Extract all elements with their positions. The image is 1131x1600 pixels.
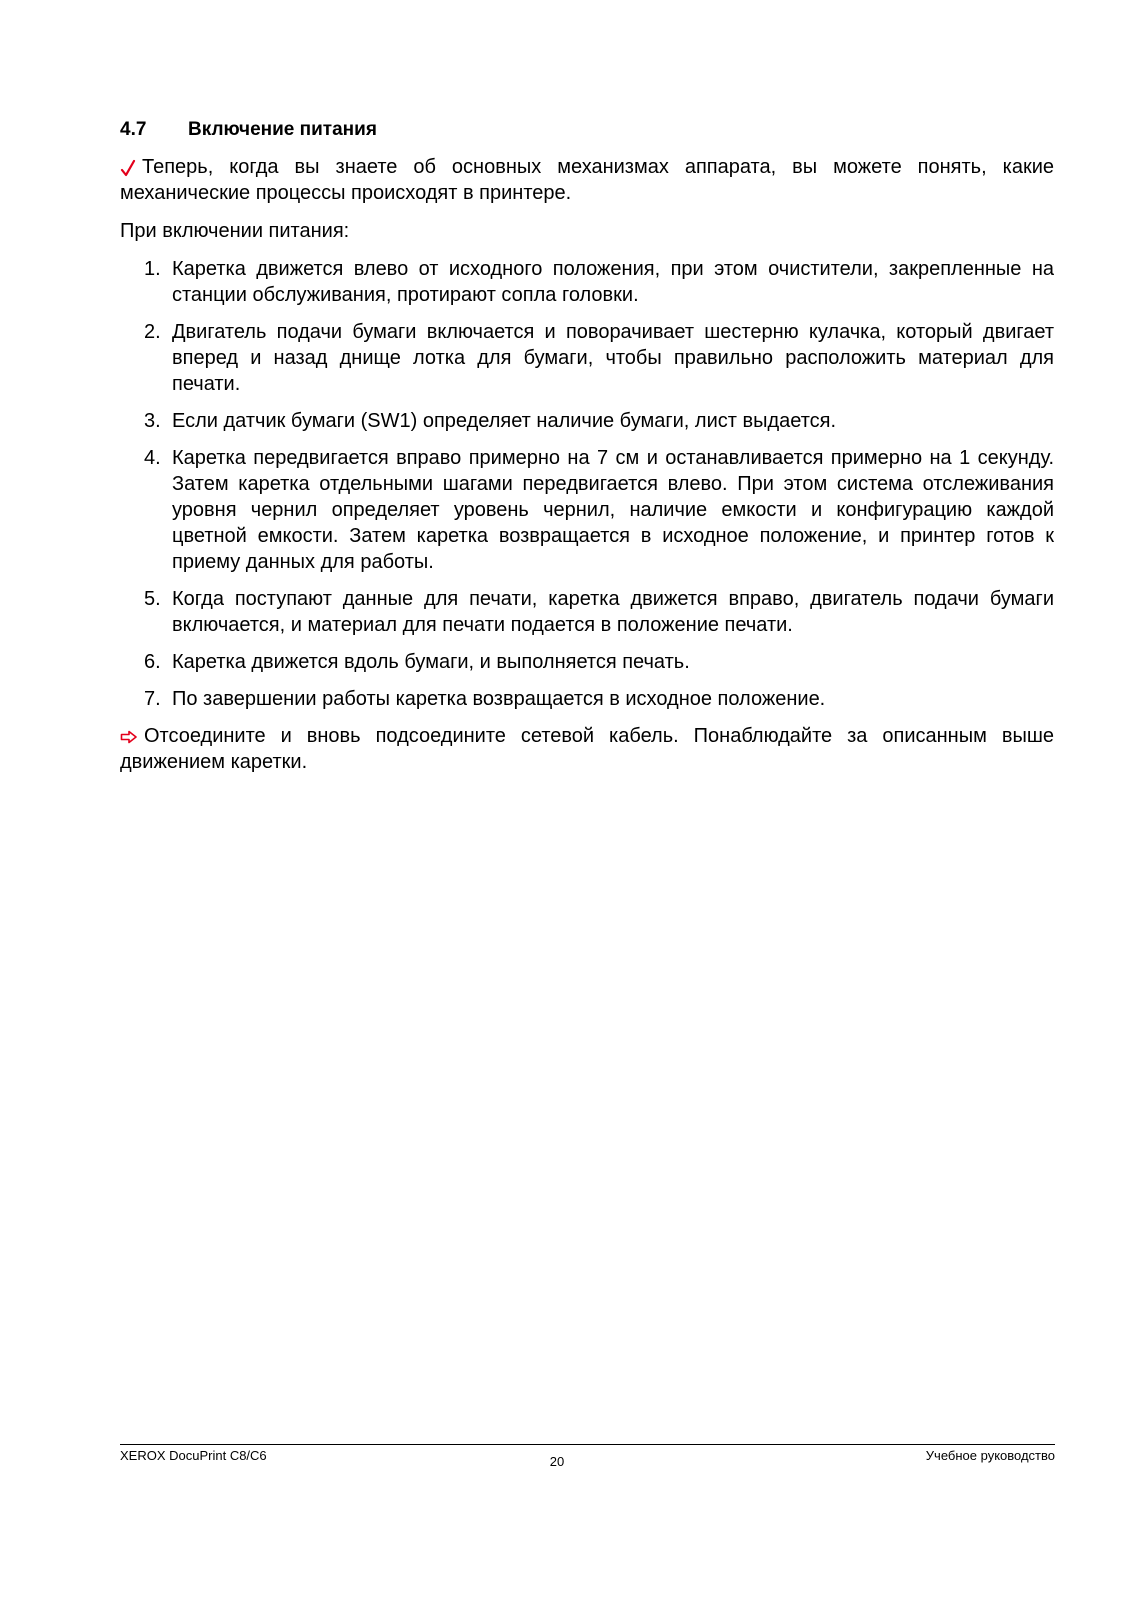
section-title: Включение питания (188, 119, 377, 140)
intro-paragraph (120, 154, 1054, 206)
step-number: 2. (144, 321, 161, 343)
footer-page-number: 20 (549, 1454, 565, 1469)
step-text: Когда поступают данные для печати, каретка движется вправо, двигатель подачи бумаги включается, и материал для печати подается в положение печати. (172, 588, 1054, 636)
list-item (120, 686, 1054, 712)
step-text: Каретка движется влево от исходного положения, при этом очистители, закрепленные на станции обслуживания, протирают сопла головки. (172, 258, 1054, 306)
step-number: 5. (144, 588, 161, 610)
lead-in-text: При включении питания: (120, 220, 350, 242)
list-item (120, 445, 1054, 575)
action-paragraph (120, 723, 1054, 775)
power-on-steps-list (120, 256, 1054, 712)
step-number: 7. (144, 688, 161, 710)
footer-product-name: XEROX DocuPrint C8/C6 (120, 1448, 267, 1463)
action-text: Отсоедините и вновь подсоедините сетевой кабель. Понаблюдайте за описанным выше движением каретки. (120, 725, 1054, 773)
step-number: 3. (144, 410, 161, 432)
list-item (120, 649, 1054, 675)
section-number: 4.7 (120, 119, 147, 140)
list-item (120, 256, 1054, 308)
step-number: 1. (144, 258, 161, 280)
arrow-right-icon (120, 730, 138, 744)
step-text: Двигатель подачи бумаги включается и поворачивает шестерню кулачка, который двигает вперед и назад днище лотка для бумаги, чтобы правильно расположить материал для печати. (172, 321, 1054, 395)
step-text: Каретка движется вдоль бумаги, и выполняется печать. (172, 651, 690, 673)
step-text: По завершении работы каретка возвращается в исходное положение. (172, 688, 826, 710)
intro-text: Теперь, когда вы знаете об основных механизмах аппарата, вы можете понять, какие механические процессы происходят в принтере. (120, 156, 1054, 204)
step-number: 6. (144, 651, 161, 673)
footer-divider (120, 1444, 1055, 1445)
page-content (120, 118, 1054, 787)
step-text: Каретка передвигается вправо примерно на 7 см и останавливается примерно на 1 секунду. Затем каретка отдельными шагами передвигается влево. При этом система отслеживания уровня чернил определяет уровень чернил, наличие емкости и конфигурацию каждой цветной емкости. Затем каретка возвращается в исходное положение, и принтер готов к приему данных для работы. (172, 447, 1054, 573)
list-item (120, 319, 1054, 397)
footer-document-title: Учебное руководство (925, 1448, 1055, 1463)
list-item (120, 408, 1054, 434)
step-number: 4. (144, 447, 161, 469)
step-text: Если датчик бумаги (SW1) определяет наличие бумаги, лист выдается. (172, 410, 837, 432)
section-heading (120, 118, 1054, 142)
list-item (120, 586, 1054, 638)
checkmark-icon (120, 159, 136, 177)
